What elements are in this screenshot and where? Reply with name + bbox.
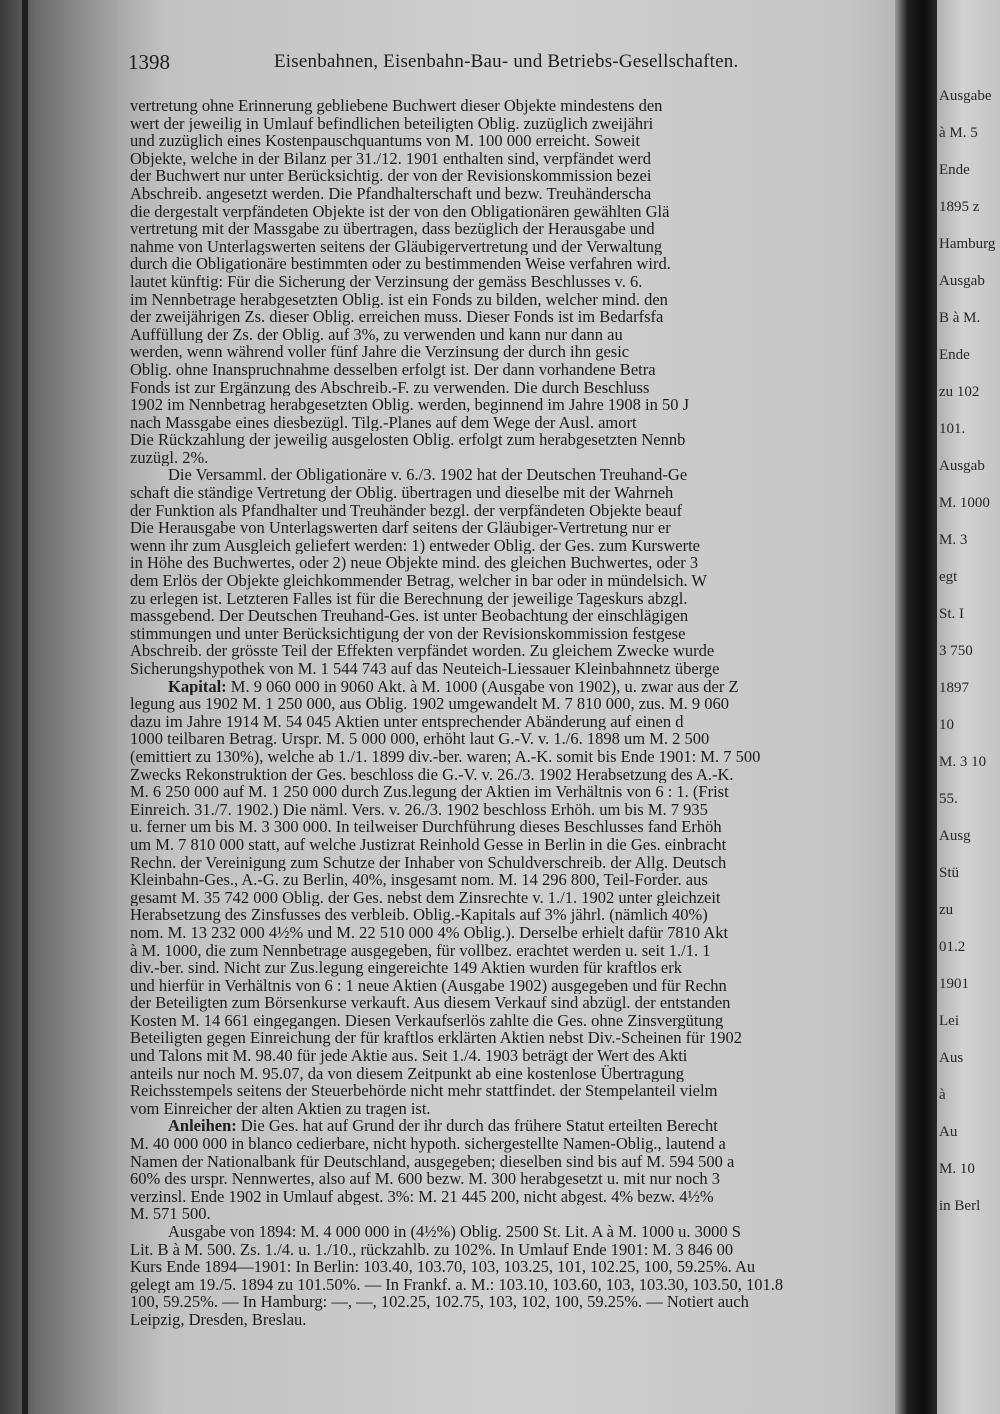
text-line: stimmungen und unter Berücksichtigung der von der Revisionskommission festgese	[130, 624, 686, 643]
text-line: zu erlegen ist. Letzteren Falles ist für die Berechnung der jeweilige Tageskurs abzgl.	[130, 589, 688, 608]
text-line: nom. M. 13 232 000 4½% und M. 22 510 000 4% Oblig.). Derselbe erhielt dafür 7810 Akt	[130, 923, 729, 942]
text-line: Herabsetzung des Zinsfusses des verbleib. Oblig.-Kapitals auf 3% jährl. (nämlich 40%)	[130, 906, 708, 924]
text-line: Leipzig, Dresden, Breslau.	[130, 1310, 307, 1329]
facing-page-text: egt	[939, 569, 958, 585]
left-scan-gutter	[0, 0, 118, 1414]
text-line: der Buchwert nur unter Berücksichtig. der von der Revisionskommission bezei	[130, 167, 652, 185]
facing-page-text: à	[939, 1087, 946, 1103]
facing-page-text: M. 3 10	[939, 754, 987, 770]
text-line: Fonds ist zur Ergänzung des Abschreib.-F. zu verwenden. Die durch Beschluss	[130, 378, 650, 397]
text-line: vertretung mit der Massgabe zu übertragen, dass bezüglich der Herausgabe und	[130, 220, 655, 238]
facing-page-text: 1901	[939, 976, 969, 992]
text-line: vertretung ohne Erinnerung gebliebene Buchwert dieser Objekte mindestens den	[130, 97, 663, 115]
facing-page-text: St. I	[939, 606, 965, 622]
text-line: Auffüllung der Zs. der Oblig. auf 3%, zu verwenden und kann nur dann au	[130, 325, 623, 344]
text-line: wenn ihr zum Ausgleich geliefert werden: 1) entweder Oblig. der Ges. zum Kurswerte	[130, 536, 700, 555]
facing-page-text: Ende	[939, 162, 970, 178]
text-line: lautet künftig: Für die Sicherung der Verzinsung der gemäss Beschlusses v. 6.	[130, 272, 643, 291]
facing-page-text: Au	[939, 1124, 958, 1140]
facing-page-text: M. 3	[939, 532, 968, 548]
text-line: Lit. B à M. 500. Zs. 1./4. u. 1./10., rückzahlb. zu 102%. In Umlauf Ende 1901: M. 3 846 00	[130, 1240, 734, 1259]
kapital-label: Kapital:	[168, 677, 227, 696]
facing-page-text: 101.	[939, 421, 966, 437]
facing-page-text: 01.2	[939, 939, 966, 955]
text-line: gesamt M. 35 742 000 Oblig. der Ges. nebst dem Zinsrechte v. 1./1. 1902 unter gleichzeit	[130, 888, 721, 907]
text-line: zuzügl. 2%.	[130, 448, 209, 467]
text-line: schaft die ständige Vertretung der Oblig. übertragen und dieselbe mit der Wahrneh	[130, 484, 674, 502]
facing-page-text: Ausg	[939, 828, 971, 844]
facing-page-text: zu	[939, 902, 954, 918]
running-title: Eisenbahnen, Eisenbahn-Bau- und Betriebs-Gesellschaften.	[274, 51, 739, 72]
text-line: 1000 teilbaren Betrag. Urspr. M. 5 000 000, erhöht laut G.-V. v. 1./6. 1898 um M. 2 500	[130, 730, 710, 748]
text-line: der zweijährigen Zs. dieser Oblig. erreichen muss. Dieser Fonds ist im Bedarfsfa	[130, 308, 664, 326]
text-line: Die Herausgabe von Unterlagswerten darf seitens der Gläubiger-Vertretung nur er	[130, 519, 671, 537]
facing-page-text: 1897	[939, 680, 969, 696]
text-line: Zwecks Rekonstruktion der Ges. beschloss die G.-V. v. 26./3. 1902 Herabsetzung des A.-K.	[130, 765, 734, 784]
text-line: (emittiert zu 130%), welche ab 1./1. 1899 div.-ber. waren; A.-K. somit bis Ende 1901: M. 7 500	[130, 747, 761, 766]
text-line: in Höhe des Buchwertes, oder 2) neue Objekte mind. des gleichen Buchwertes, oder 3	[130, 554, 699, 573]
facing-page-text: B à M.	[939, 310, 981, 326]
text-line: dazu im Jahre 1914 M. 54 045 Aktien unter entsprechender Abänderung auf einen d	[130, 712, 684, 731]
text-line: um M. 7 810 000 statt, auf welche Justizrat Reinhold Gesse in Berlin in die Ges. einbracht	[130, 835, 727, 854]
page-number: 1398	[128, 50, 170, 74]
text-line: anteils nur noch M. 95.07, da von diesem Zeitpunkt ab eine kostenlose Übertragung	[130, 1064, 684, 1083]
paragraph-sicherung	[130, 97, 900, 466]
text-line: massgebend. Der Deutschen Treuhand-Ges. ist unter Beobachtung der einschlägigen	[130, 607, 689, 625]
facing-page-text: 10	[939, 717, 954, 733]
facing-page-text: Ausgabe	[939, 88, 992, 104]
text-line: u. ferner um bis M. 3 300 000. In teilweiser Durchführung dieses Beschlusses fand Erhöh	[130, 818, 722, 836]
paragraph-versammlung-first-line: Die Versamml. der Obligationäre v. 6./3. 1902 hat der Deutschen Treuhand-Ge	[168, 466, 688, 485]
facing-page-text: Stü	[939, 865, 960, 881]
kapital-first-line	[130, 678, 900, 696]
facing-page-text: Ausgab	[939, 273, 985, 289]
text-line: à M. 1000, die zum Nennbetrage ausgegeben, für vollbez. erachtet werden u. seit 1./1. 1	[130, 941, 711, 960]
facing-page-text: 55.	[939, 791, 958, 807]
facing-page-text: 1895 z	[939, 199, 980, 215]
text-line: nach Massgabe eines diesbezügl. Tilg.-Planes auf dem Wege der Ausl. amort	[130, 413, 637, 432]
text-line: der Funktion als Pfandhalter und Treuhänder bezgl. der verpfändeten Objekte beauf	[130, 501, 683, 520]
paragraph-kapital	[130, 695, 900, 1117]
text-line: Kleinbahn-Ges., A.-G. zu Berlin, 40%, insgesamt nom. M. 14 296 800, Teil-Forder. aus	[130, 871, 708, 889]
text-line: gelegt am 19./5. 1894 zu 101.50%. — In Frankf. a. M.: 103.10, 103.60, 103, 103.30, 103.50, 101.8	[130, 1275, 784, 1294]
text-line: nahme von Unterlagswerten seitens der Gläubigervertretung und der Verwaltung	[130, 237, 663, 256]
text-line: Reichsstempels seitens der Steuerbehörde nicht mehr stattfindet. der Stempelanteil vielm	[130, 1082, 718, 1100]
text-line: dem Erlös der Objekte gleichkommender Betrag, welcher in bar oder in mündelsich. W	[130, 572, 708, 590]
text-line: Die Rückzahlung der jeweilig ausgelosten Oblig. erfolgt zum herabgesetzten Nennb	[130, 431, 686, 449]
facing-page-text: Hamburg	[939, 236, 996, 252]
text-line: 60% des urspr. Nennwertes, also auf M. 600 bezw. M. 300 herabgesetzt u. mit nur noch 3	[130, 1170, 721, 1188]
facing-page-fragment	[937, 0, 1000, 1414]
page-body	[130, 97, 900, 1329]
text-line: verzinsl. Ende 1902 in Umlauf abgest. 3%: M. 21 445 200, nicht abgest. 4% bezw. 4½%	[130, 1187, 714, 1206]
anleihen-label: Anleihen:	[168, 1117, 237, 1136]
text-line: Oblig. ohne Inanspruchnahme desselben erfolgt ist. Der dann vorhandene Betra	[130, 360, 656, 379]
text-line: Abschreib. der grösste Teil der Effekten verpfändet worden. Zu gleichem Zwecke wurde	[130, 642, 715, 660]
facing-page-text: in Berl	[939, 1198, 981, 1214]
text-line: Kurs Ende 1894—1901: In Berlin: 103.40, 103.70, 103, 103.25, 101, 102.25, 100, 59.25%. Au	[130, 1258, 756, 1276]
text-line: wert der jeweilig in Umlauf befindlichen beteiligten Oblig. zuzüglich zweijähri	[130, 114, 654, 133]
facing-page-text: Ende	[939, 347, 970, 363]
facing-page-text: à M. 5	[939, 125, 978, 141]
facing-page-text: 3 750	[939, 643, 973, 659]
text-line: 100, 59.25%. — In Hamburg: —, —, 102.25, 102.75, 103, 102, 100, 59.25%. — Notiert auch	[130, 1293, 749, 1311]
text-line: vom Einreicher der alten Aktien zu tragen ist.	[130, 1099, 431, 1118]
text-line: die dergestalt verpfändeten Objekte ist der von den Obligationären gewählten Glä	[130, 202, 670, 221]
book-binding-shadow	[895, 0, 937, 1414]
text-line: div.-ber. sind. Nicht zur Zus.legung eingereichte 149 Aktien wurden für kraftlos erk	[130, 959, 682, 977]
paragraph-ausgabe	[130, 1241, 900, 1329]
facing-page-text: Aus	[939, 1050, 964, 1066]
text-line: 1902 im Nennbetrag herabgesetzten Oblig. werden, beginnend im Jahre 1908 in 50 J	[130, 396, 690, 414]
facing-page-text: M. 10	[939, 1161, 975, 1177]
anleihen-first-text: Die Ges. hat auf Grund der ihr durch das frühere Statut erteilten Berecht	[240, 1117, 718, 1136]
anleihen-first-line	[130, 1117, 900, 1135]
text-line: im Nennbetrage herabgesetzten Oblig. ist ein Fonds zu bilden, welcher mind. den	[130, 290, 668, 309]
facing-page-text: M. 1000	[939, 495, 990, 511]
text-line: Abschreib. angesetzt werden. Die Pfandhalterschaft und bezw. Treuhänderscha	[130, 184, 652, 203]
facing-page-text: Ausgab	[939, 458, 985, 474]
facing-page-text: Lei	[939, 1013, 959, 1029]
text-line: werden, wenn während voller fünf Jahre die Verzinsung der durch ihn gesic	[130, 343, 630, 361]
text-line: durch die Obligationäre bestimmten oder zu bestimmenden Weise verfahren wird.	[130, 255, 671, 273]
text-line: und zuzüglich eines Kostenpauschquantums von M. 100 000 erreicht. Soweit	[130, 132, 641, 150]
text-line: Beteiligten gegen Einreichung der für kraftlos erklärten Aktien nebst Div.-Scheinen für 1902	[130, 1029, 742, 1048]
text-line: der Beteiligten zum Börsenkurse verkauft. Aus diesem Verkauf sind abzügl. der entstanden	[130, 994, 731, 1012]
text-line: und Talons mit M. 98.40 für jede Aktie aus. Seit 1./4. 1903 beträgt der Wert des Akti	[130, 1047, 688, 1065]
text-line: Objekte, welche in der Bilanz per 31./12. 1901 enthalten sind, verpfändet werd	[130, 149, 651, 168]
page-header	[128, 50, 888, 78]
kapital-first-text: M. 9 060 000 in 9060 Akt. à M. 1000 (Ausgabe von 1902), u. zwar aus der Z	[230, 677, 739, 696]
paragraph-anleihen	[130, 1135, 900, 1223]
text-line: legung aus 1902 M. 1 250 000, aus Oblig. 1902 umgewandelt M. 7 810 000, zus. M. 9 060	[130, 695, 730, 713]
text-line: M. 40 000 000 in blanco cedierbare, nicht hypoth. sichergestellte Namen-Oblig., lautend a	[130, 1135, 726, 1153]
text-line: Kosten M. 14 661 eingegangen. Diesen Verkaufserlös zahlte die Ges. ohne Zinsvergütung	[130, 1011, 724, 1030]
text-line: Namen der Nationalbank für Deutschland, ausgegeben; dieselben sind bis auf M. 594 500 a	[130, 1152, 735, 1171]
text-line: M. 6 250 000 auf M. 1 250 000 durch Zus.legung der Aktien im Verhältnis von 6 : 1. (Frist	[130, 783, 729, 801]
text-line: M. 571 500.	[130, 1205, 211, 1223]
text-line: Einreich. 31./7. 1902.) Die näml. Vers. v. 26./3. 1902 beschloss Erhöh. um bis M. 7 935	[130, 800, 708, 819]
text-line: Sicherungshypothek von M. 1 544 743 auf das Neuteich-Liessauer Kleinbahnnetz überge	[130, 660, 720, 678]
ausgabe-first-line: Ausgabe von 1894: M. 4 000 000 in (4½%) Oblig. 2500 St. Lit. A à M. 1000 u. 3000 S	[168, 1223, 741, 1241]
facing-page-text: zu 102	[939, 384, 980, 400]
text-line: Rechn. der Vereinigung zum Schutze der Inhaber von Schuldverschreib. der Allg. Deutsch	[130, 853, 727, 872]
paragraph-versammlung	[130, 484, 900, 678]
text-line: und hierfür in Verhältnis von 6 : 1 neue Aktien (Ausgabe 1902) ausgegeben und für Rechn	[130, 976, 727, 995]
